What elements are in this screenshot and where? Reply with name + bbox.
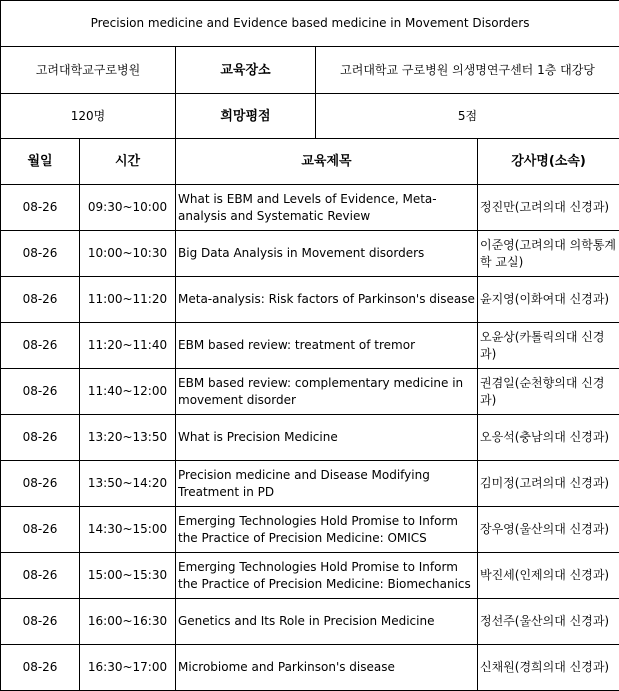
session-topic: Genetics and Its Role in Precision Medicine <box>176 599 478 645</box>
session-time: 11:20~11:40 <box>80 323 176 369</box>
session-date: 08-26 <box>1 645 80 691</box>
session-topic: EBM based review: complementary medicine in movement disorder <box>176 369 478 415</box>
session-topic: Emerging Technologies Hold Promise to Inform the Practice of Precision Medicine: OMICS <box>176 507 478 553</box>
session-time: 15:00~15:30 <box>80 553 176 599</box>
session-time: 09:30~10:00 <box>80 185 176 231</box>
session-time: 16:30~17:00 <box>80 645 176 691</box>
table-row <box>1 231 619 277</box>
title-row <box>1 1 619 47</box>
session-speaker: 이준영(고려의대 의학통계학 교실) <box>478 231 619 277</box>
session-date: 08-26 <box>1 231 80 277</box>
session-date: 08-26 <box>1 415 80 461</box>
session-time: 11:40~12:00 <box>80 369 176 415</box>
host-venue-row <box>1 47 619 94</box>
session-date: 08-26 <box>1 369 80 415</box>
session-topic: Meta-analysis: Risk factors of Parkinson's disease <box>176 277 478 323</box>
session-topic: Emerging Technologies Hold Promise to Inform the Practice of Precision Medicine: Biomechanics <box>176 553 478 599</box>
session-date: 08-26 <box>1 185 80 231</box>
session-time: 11:00~11:20 <box>80 277 176 323</box>
session-speaker: 김미정(고려의대 신경과) <box>478 461 619 507</box>
session-speaker: 윤지영(이화여대 신경과) <box>478 277 619 323</box>
session-time: 10:00~10:30 <box>80 231 176 277</box>
header-date: 월일 <box>1 139 80 185</box>
table-row <box>1 461 619 507</box>
table-row <box>1 553 619 599</box>
session-topic: Big Data Analysis in Movement disorders <box>176 231 478 277</box>
credit-label: 희망평점 <box>176 94 316 139</box>
session-date: 08-26 <box>1 599 80 645</box>
session-date: 08-26 <box>1 507 80 553</box>
session-date: 08-26 <box>1 323 80 369</box>
session-speaker: 오응석(충남의대 신경과) <box>478 415 619 461</box>
header-topic: 교육제목 <box>176 139 478 185</box>
session-time: 16:00~16:30 <box>80 599 176 645</box>
table-row <box>1 323 619 369</box>
session-speaker: 정선주(울산의대 신경과) <box>478 599 619 645</box>
table-row <box>1 415 619 461</box>
venue-cell: 고려대학교 구로병원 의생명연구센터 1층 대강당 <box>316 47 619 94</box>
header-speaker: 강사명(소속) <box>478 139 619 185</box>
session-time: 13:50~14:20 <box>80 461 176 507</box>
capacity-cell: 120명 <box>1 94 176 139</box>
capacity-credit-row <box>1 94 619 139</box>
session-date: 08-26 <box>1 461 80 507</box>
session-time: 13:20~13:50 <box>80 415 176 461</box>
table-row <box>1 645 619 691</box>
table-row <box>1 185 619 231</box>
session-time: 14:30~15:00 <box>80 507 176 553</box>
schedule-body <box>1 1 619 691</box>
table-row <box>1 369 619 415</box>
session-topic: EBM based review: treatment of tremor <box>176 323 478 369</box>
session-date: 08-26 <box>1 277 80 323</box>
session-topic: What is Precision Medicine <box>176 415 478 461</box>
table-row <box>1 507 619 553</box>
session-topic: Microbiome and Parkinson's disease <box>176 645 478 691</box>
session-speaker: 오윤상(카톨릭의대 신경과) <box>478 323 619 369</box>
session-date: 08-26 <box>1 553 80 599</box>
session-speaker: 신채원(경희의대 신경과) <box>478 645 619 691</box>
session-topic: What is EBM and Levels of Evidence, Meta-analysis and Systematic Review <box>176 185 478 231</box>
session-speaker: 권겸일(순천향의대 신경과) <box>478 369 619 415</box>
header-row <box>1 139 619 185</box>
table-row <box>1 277 619 323</box>
table-row <box>1 599 619 645</box>
venue-label: 교육장소 <box>176 47 316 94</box>
session-speaker: 정진만(고려의대 신경과) <box>478 185 619 231</box>
host-cell: 고려대학교구로병원 <box>1 47 176 94</box>
session-speaker: 장우영(울산의대 신경과) <box>478 507 619 553</box>
session-speaker: 박진세(인제의대 신경과) <box>478 553 619 599</box>
header-time: 시간 <box>80 139 176 185</box>
page-title: Precision medicine and Evidence based medicine in Movement Disorders <box>1 1 619 47</box>
credit-cell: 5점 <box>316 94 619 139</box>
session-topic: Precision medicine and Disease Modifying Treatment in PD <box>176 461 478 507</box>
